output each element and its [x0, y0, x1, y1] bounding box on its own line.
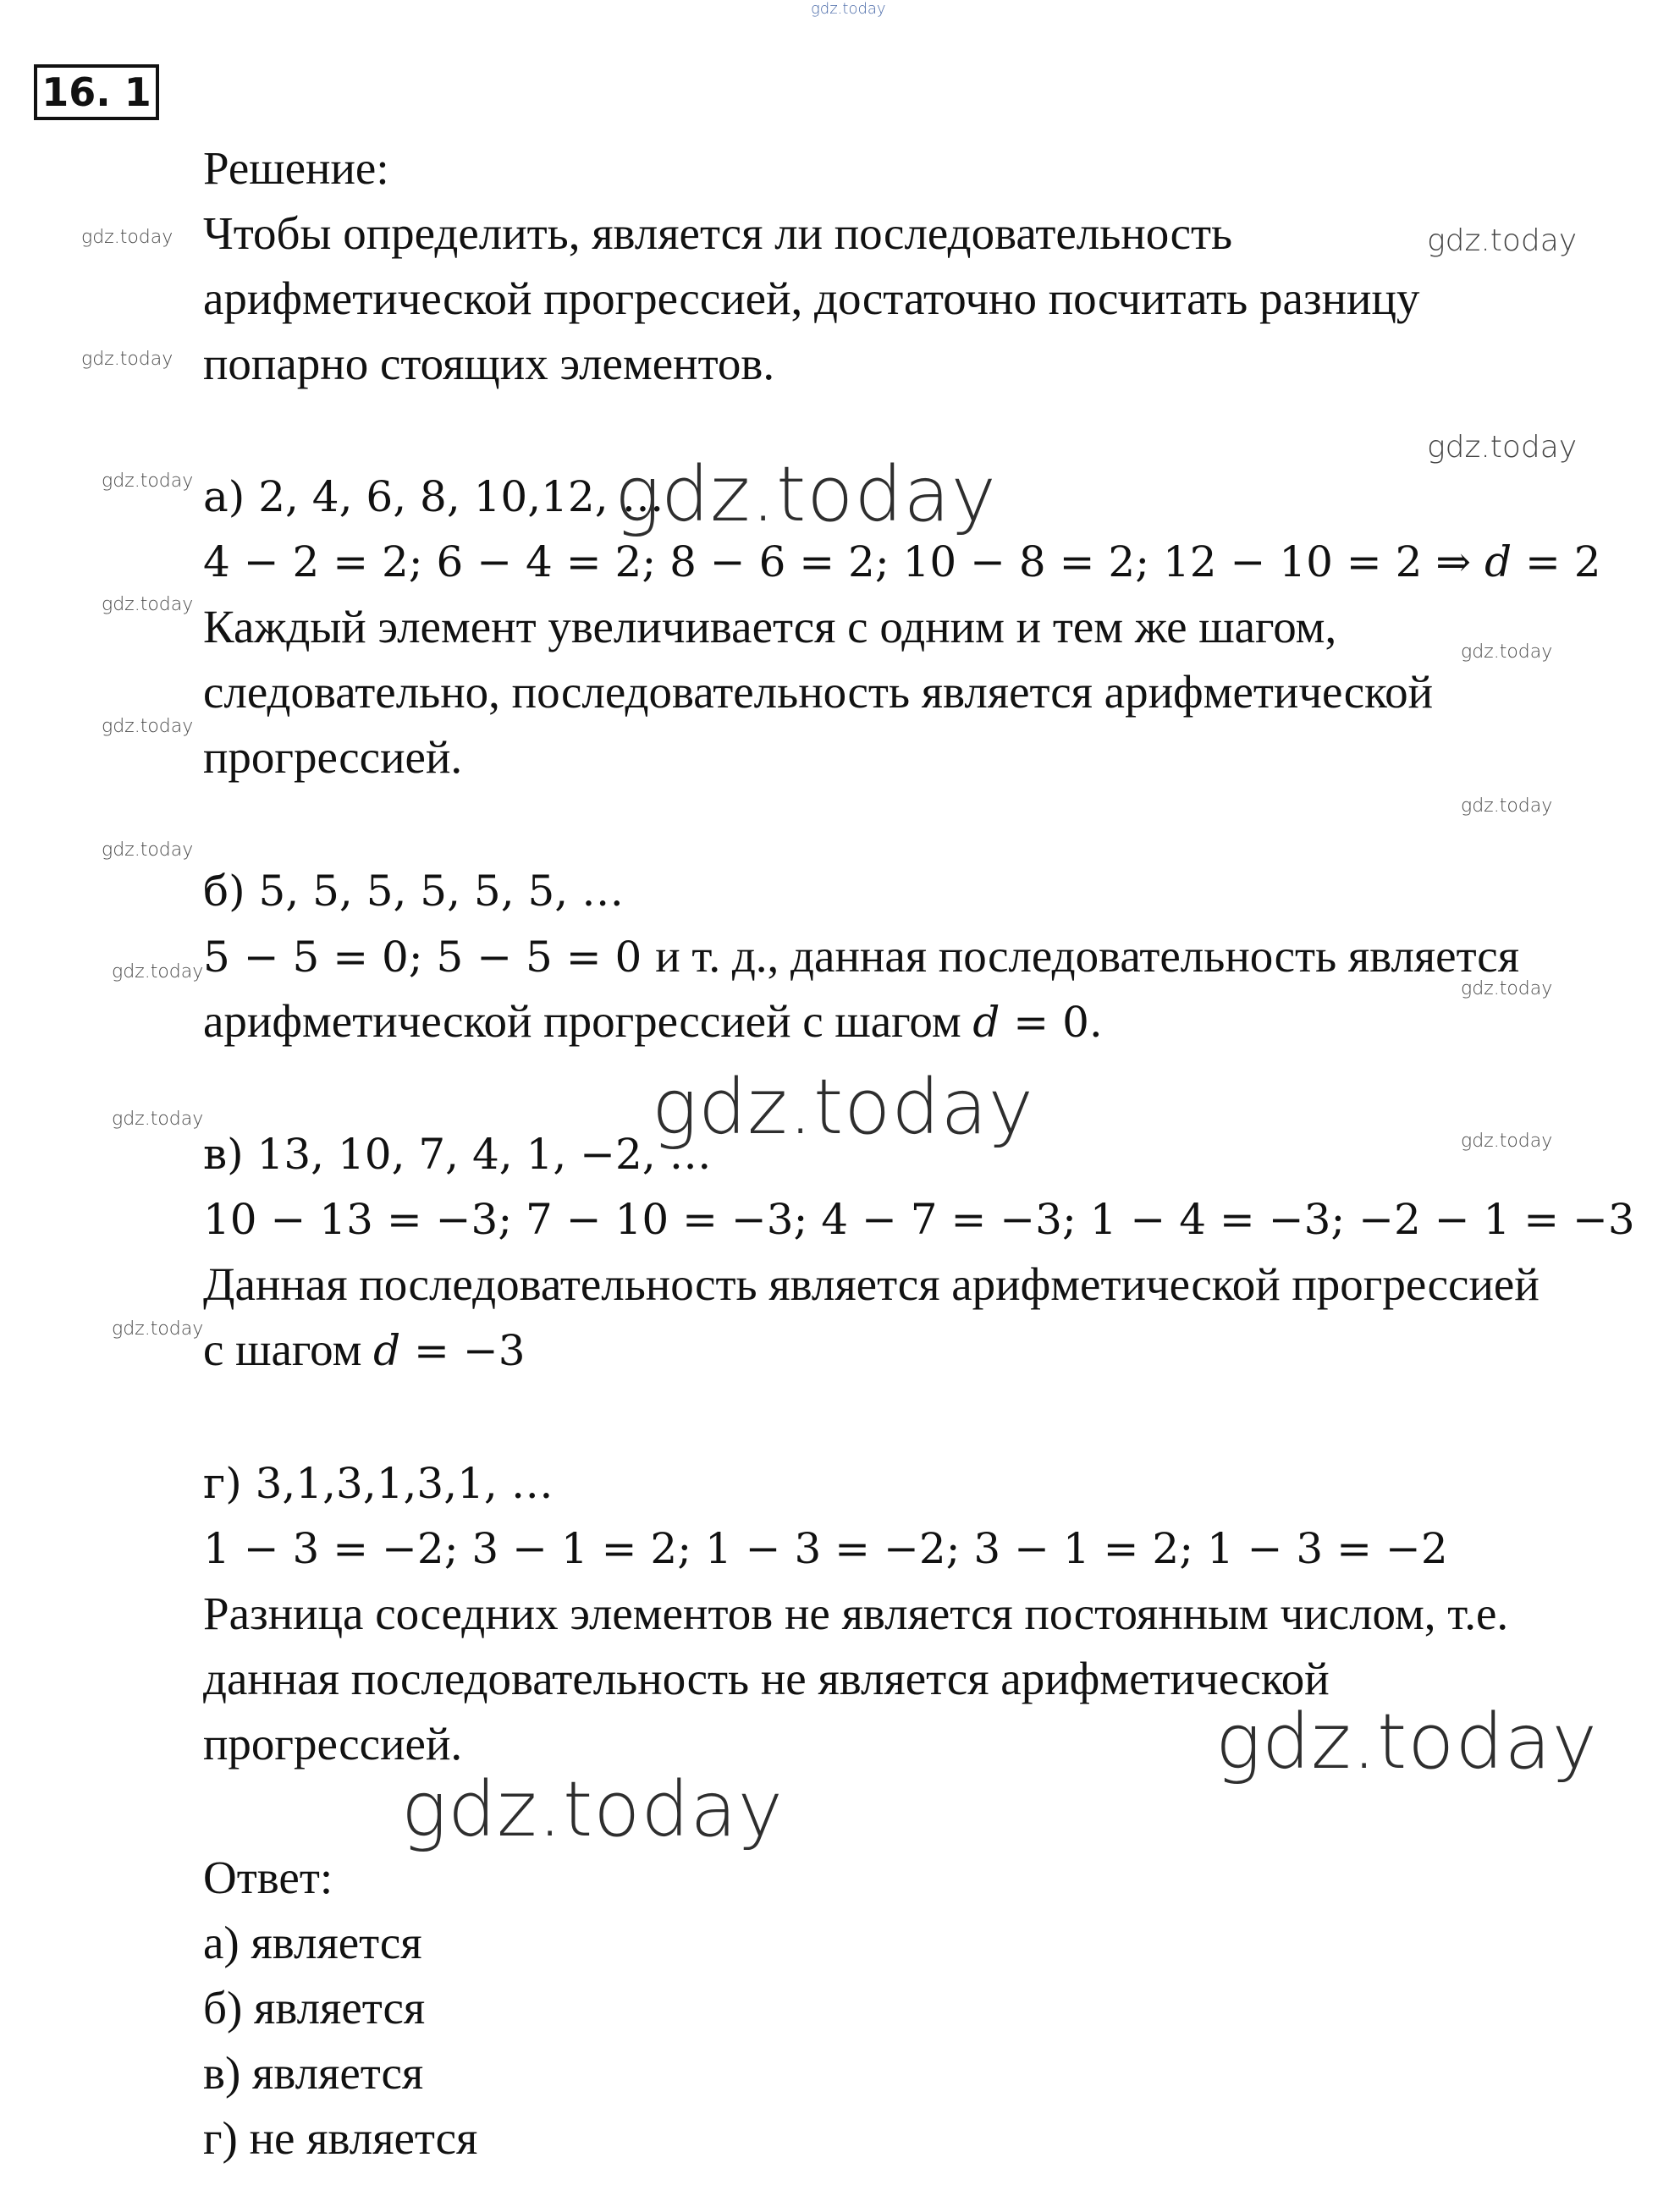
part-g-text-3: прогрессией. — [203, 1718, 463, 1769]
part-v-d-var: d — [373, 1326, 401, 1375]
intro-line-3: попарно стоящих элементов. — [203, 338, 775, 389]
watermark-right-1: gdz.today — [1427, 223, 1578, 258]
watermark-left-8: gdz.today — [112, 1109, 204, 1130]
intro-line-2: арифметической прогрессией, достаточно посчитать разницу — [203, 272, 1420, 324]
part-v-calc: 10 − 13 = −3; 7 − 10 = −3; 4 − 7 = −3; 1 − 4 = −3; −2 − 1 = −3 — [203, 1195, 1635, 1244]
watermark-large-4: gdz.today — [401, 1765, 784, 1854]
answer-item-g: г) не является — [203, 2112, 478, 2164]
watermark-left-9: gdz.today — [112, 1318, 204, 1340]
part-b-d-var: d — [972, 998, 1000, 1047]
answer-item-v: в) является — [203, 2047, 424, 2099]
watermark-right-4: gdz.today — [1461, 795, 1553, 817]
part-g-text-2: данная последовательность не является арифметической — [203, 1653, 1330, 1704]
watermark-right-3: gdz.today — [1461, 641, 1553, 663]
part-a-text-3: прогрессией. — [203, 731, 463, 783]
watermark-top: gdz.today — [811, 0, 886, 18]
solution-heading: Решение: — [203, 142, 389, 194]
part-v-text-2: с шагом — [203, 1324, 374, 1375]
part-b-text-1: и т. д., данная последовательность является — [655, 930, 1520, 982]
watermark-large-3: gdz.today — [1215, 1698, 1598, 1786]
watermark-large-2: gdz.today — [652, 1063, 1034, 1152]
watermark-large-1: gdz.today — [614, 450, 997, 539]
watermark-left-1: gdz.today — [81, 227, 174, 248]
part-g-text-1: Разница соседних элементов не является постоянным числом, т.е. — [203, 1588, 1509, 1639]
part-a-text-1: Каждый элемент увеличивается с одним и тем же шагом, — [203, 601, 1337, 652]
part-g-sequence: г) 3,1,3,1,3,1, … — [203, 1459, 554, 1508]
part-b-text-2: арифметической прогрессией с шагом — [203, 995, 973, 1047]
part-g-calc: 1 − 3 = −2; 3 − 1 = 2; 1 − 3 = −2; 3 − 1 = 2; 1 − 3 = −2 — [203, 1524, 1448, 1573]
answer-item-b: б) является — [203, 1982, 426, 2034]
part-a-text-2: следовательно, последовательность является арифметической — [203, 666, 1434, 718]
watermark-left-3: gdz.today — [102, 471, 194, 492]
part-a-sequence: а) 2, 4, 6, 8, 10,12, … — [203, 472, 664, 521]
part-b-line-2 — [203, 988, 1103, 1055]
answer-heading: Ответ: — [203, 1852, 333, 1903]
watermark-right-6: gdz.today — [1461, 1131, 1553, 1152]
watermark-left-2: gdz.today — [81, 349, 174, 370]
part-v-sequence: в) 13, 10, 7, 4, 1, −2, … — [203, 1130, 712, 1179]
intro-line-1: Чтобы определить, является ли последовательность — [203, 207, 1233, 259]
watermark-left-4: gdz.today — [102, 594, 194, 615]
part-v-d-value: = −3 — [400, 1326, 526, 1375]
part-b-calc: 5 − 5 = 0; 5 − 5 = 0 — [203, 933, 656, 982]
part-a-calc-text: 4 − 2 = 2; 6 − 4 = 2; 8 − 6 = 2; 10 − 8 = 2; 12 − 10 = 2 ⇒ — [203, 537, 1485, 586]
watermark-right-2: gdz.today — [1427, 430, 1578, 465]
part-v-text-1: Данная последовательность является арифметической прогрессией — [203, 1258, 1540, 1310]
watermark-left-5: gdz.today — [102, 716, 194, 737]
part-b-d-value: = 0. — [1000, 998, 1103, 1047]
watermark-left-6: gdz.today — [102, 839, 194, 861]
watermark-right-5: gdz.today — [1461, 978, 1553, 999]
part-a-d-value: = 2 — [1512, 537, 1601, 586]
part-a-d-var: d — [1484, 537, 1512, 586]
watermark-left-7: gdz.today — [112, 961, 204, 982]
problem-number: 16. 1 — [34, 64, 159, 120]
part-v-line-2 — [203, 1317, 526, 1384]
part-b-sequence: б) 5, 5, 5, 5, 5, 5, … — [203, 867, 625, 916]
answer-item-a: а) является — [203, 1917, 422, 1968]
part-b-line-1 — [203, 923, 1519, 990]
